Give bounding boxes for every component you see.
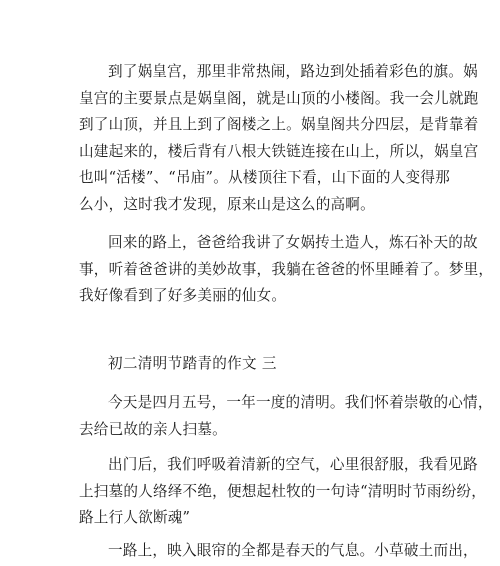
paragraph-going-out [79, 452, 487, 532]
text-line: 上扫墓的人络绎不绝，便想起杜牧的一句诗“清明时节雨纷纷， [79, 482, 487, 500]
text-line: 回来的路上，爸爸给我讲了女娲抟土造人，炼石补天的故 [108, 234, 478, 251]
text-line: 一路上，映入眼帘的全都是春天的气息。小草破土而出， [108, 542, 478, 559]
paragraph-along-the-way [79, 538, 478, 565]
text-line: 么小，这时我才发现，原来山是这么的高啊。 [79, 195, 375, 213]
text-line: 出门后，我们呼吸着清新的空气，心里很舒服，我看见路 [108, 456, 478, 473]
text-line: 我好像看到了好多美丽的仙女。 [79, 287, 287, 304]
section-heading: 初二清明节踏青的作文 三 [108, 355, 277, 372]
paragraph-wahuang-palace [79, 59, 479, 218]
text-line: 也叫“活楼”、“吊庙”。从楼顶往下看，山下面的人变得那 [79, 169, 450, 186]
paragraph-qingming-day [79, 390, 493, 443]
text-line: 路上行人欲断魂” [79, 509, 191, 526]
text-line: 到了娲皇宫，那里非常热闹，路边到处插着彩色的旗。娲 [108, 63, 478, 80]
paragraph-way-back [79, 230, 494, 310]
text-line: 事，听着爸爸讲的美妙故事，我躺在爸爸的怀里睡着了。梦里， [79, 260, 494, 278]
text-line: 到了山顶，并且上到了阁楼之上。娲皇阁共分四层，是背靠着 [79, 116, 479, 133]
text-line: 今天是四月五号，一年一度的清明。我们怀着崇敬的心情， [108, 394, 493, 411]
text-line: 皇宫的主要景点是娲皇阁，就是山顶的小楼阁。我一会儿就跑 [79, 89, 479, 107]
text-line: 山建起来的，楼后背有八根大铁链连接在山上，所以，娲皇宫 [79, 142, 479, 160]
text-line: 去给已故的亲人扫墓。 [79, 420, 227, 438]
